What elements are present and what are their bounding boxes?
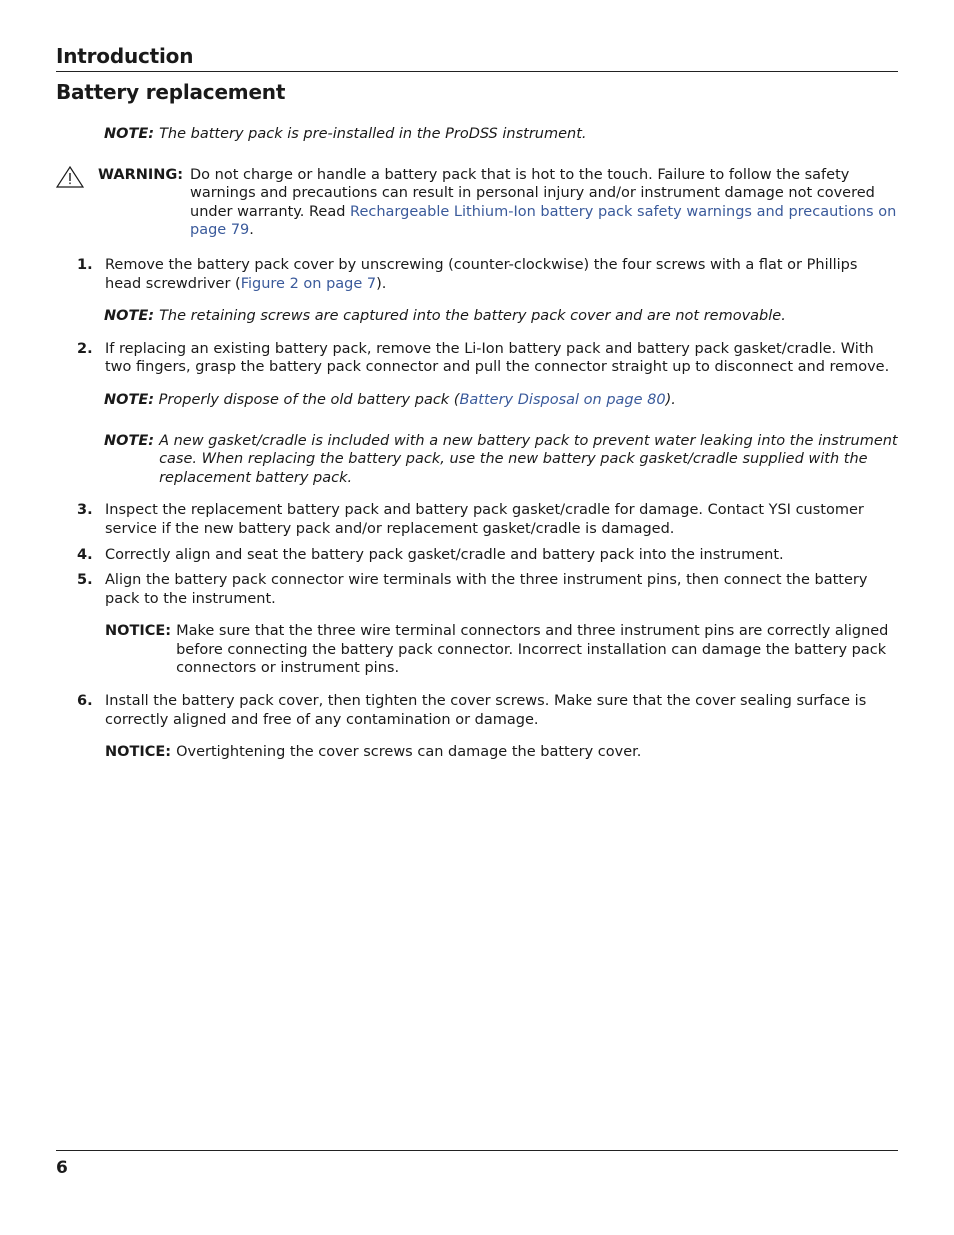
step-number: 6. [77, 693, 93, 710]
step-number: 5. [77, 572, 93, 589]
document-page [56, 0, 898, 1235]
note-label: NOTE: [104, 126, 155, 142]
footer-divider [56, 1150, 898, 1151]
link-battery-disposal[interactable]: Battery Disposal on page 80 [459, 391, 666, 408]
step-body: Remove the battery pack cover by unscrewing (counter-clockwise) the four screws with a flat or Phillips head screwdriver ( [105, 256, 858, 292]
note-label: NOTE: [104, 391, 155, 408]
note-label: NOTE: [104, 308, 155, 325]
step-2 [56, 340, 898, 377]
step-5 [56, 571, 898, 608]
step-4 [56, 546, 898, 565]
note-text: Properly dispose of the old battery pack ( [158, 391, 460, 408]
note-text: The retaining screws are captured into the battery pack cover and are not removable. [159, 308, 786, 325]
step-6 [56, 692, 898, 729]
step-text: Install the battery pack cover, then tighten the cover screws. Make sure that the cover sealing surface is correctly aligned and free of any contamination or damage. [105, 693, 867, 728]
notice-text: Overtightening the cover screws can damage the battery cover. [176, 744, 642, 761]
note-text: The battery pack is pre-installed in the ProDSS instrument. [159, 126, 587, 142]
notice-label: NOTICE: [105, 623, 172, 640]
step-text: Align the battery pack connector wire terminals with the three instrument pins, then connect the battery pack to the instrument. [105, 572, 868, 607]
link-figure-2[interactable]: Figure 2 on page 7 [240, 275, 377, 292]
step-1 [56, 256, 898, 293]
note-label: NOTE: [104, 432, 155, 449]
note-preinstalled [104, 125, 898, 144]
note-retaining-screws [104, 307, 898, 326]
section-heading: Introduction [56, 44, 194, 68]
page-title: Battery replacement [56, 80, 286, 104]
page-number: 6 [56, 1158, 68, 1178]
warning-text [190, 166, 898, 240]
note-text: A new gasket/cradle is included with a new battery pack to prevent water leaking into the instrument case. When replacing the battery pack, use the new battery pack gasket/cradle supplied with the replacement battery pack. [159, 432, 898, 486]
notice-text: Make sure that the three wire terminal connectors and three instrument pins are correctly aligned before connecting the battery pack connector. Incorrect installation can damage the battery pack connectors or instrument pins. [176, 623, 889, 677]
step-text: If replacing an existing battery pack, remove the Li-Ion battery pack and battery pack gasket/cradle. With two fingers, grasp the battery pack connector and pull the connector straight up to disconnect and remove. [105, 340, 890, 376]
notice-overtightening [105, 743, 898, 762]
step-number: 3. [77, 502, 93, 519]
content [56, 125, 898, 762]
step-text: Inspect the replacement battery pack and battery pack gasket/cradle for damage. Contact YSI customer service if the new battery pack and/or replacement gasket/cradle is damaged. [105, 502, 864, 537]
notice-label: NOTICE: [105, 744, 172, 761]
step-number: 1. [77, 256, 93, 273]
step-text: Correctly align and seat the battery pack gasket/cradle and battery pack into the instrument. [105, 546, 784, 563]
note-dispose [104, 391, 898, 410]
link-safety-warnings[interactable]: Rechargeable Lithium-Ion battery pack safety warnings and precautions on page 79 [190, 203, 897, 239]
warning-body: Do not charge or handle a battery pack that is hot to the touch. Failure to follow the safety warnings and precautions can result in personal injury and/or instrument damage not covered under warranty. Read [190, 166, 875, 220]
note-new-gasket [104, 432, 898, 488]
warning-end: . [249, 222, 254, 239]
note-end: ). [665, 391, 676, 408]
step-number: 4. [77, 546, 93, 563]
step-number: 2. [77, 340, 93, 357]
warning-triangle-icon [56, 166, 84, 188]
warning-block [56, 166, 898, 240]
step-text [105, 256, 898, 293]
warning-label: WARNING: [98, 166, 184, 183]
header-divider [56, 71, 898, 72]
step-3 [56, 501, 898, 538]
notice-alignment [105, 622, 898, 678]
step-end: ). [376, 275, 387, 292]
